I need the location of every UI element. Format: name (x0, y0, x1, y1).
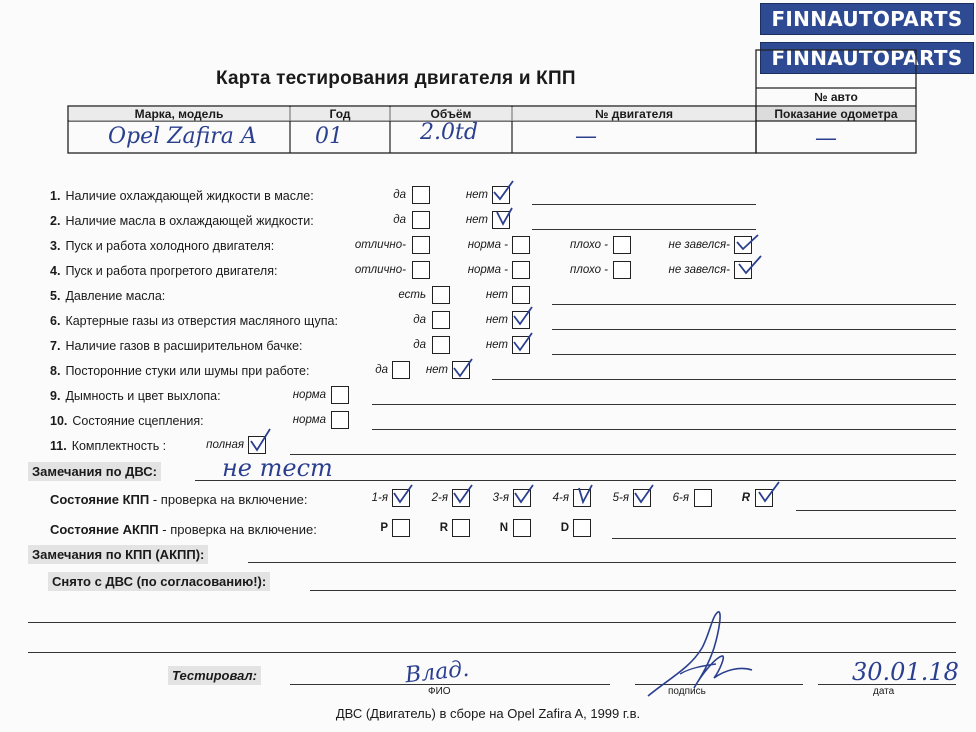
item-8-opt-yes: да (375, 364, 388, 376)
item-1-label: 1. Наличие охлаждающей жидкости в масле: (50, 189, 314, 203)
mode-r-checkbox[interactable] (452, 519, 470, 537)
item-5-checkbox-yes[interactable] (432, 286, 450, 304)
item-6-checkbox-yes[interactable] (432, 311, 450, 329)
name-caption: ФИО (428, 686, 451, 697)
item-8-checkbox-yes[interactable] (392, 361, 410, 379)
gear-r-check-mark-icon (757, 480, 781, 502)
item-2-check-mark-icon (494, 206, 518, 228)
header-brand-model: Марка, модель (134, 107, 224, 121)
item-6-opt-yes: да (413, 314, 426, 326)
signature-caption: подпись (668, 686, 706, 697)
item-11-label: 11. Комплектность : (50, 439, 167, 453)
item-2-note-line (532, 229, 756, 230)
item-6-label: 6. Картерные газы из отверстия масляного щупа: (50, 314, 338, 328)
item-9-label: 9. Дымность и цвет выхлопа: (50, 389, 221, 403)
item-5-opt-no: нет (485, 289, 508, 301)
item-7-opt-yes: да (413, 339, 426, 351)
item-7-checkbox-yes[interactable] (432, 336, 450, 354)
removed-line-2 (28, 622, 956, 623)
remarks-engine-line (195, 480, 956, 481)
gear-1-label: 1-я (371, 492, 388, 504)
gear-5-label: 5-я (612, 492, 629, 504)
item-4-label: 4. Пуск и работа прогретого двигателя: (50, 264, 278, 278)
gear-r-label: R (741, 492, 750, 504)
item-10-note-line (372, 429, 956, 430)
item-3-label: 3. Пуск и работа холодного двигателя: (50, 239, 275, 253)
item-7-note-line (552, 354, 956, 355)
item-4-opt-normal: норма - (467, 264, 508, 276)
gear-2-label: 2-я (431, 492, 448, 504)
value-volume: 2.0td (420, 120, 478, 145)
item-5-opt-yes: есть (398, 289, 426, 301)
item-10-checkbox-normal[interactable] (331, 411, 349, 429)
item-5-note-line (552, 304, 956, 305)
watermark-top: FINNAUTOPARTS (760, 3, 974, 35)
signature-scribble (640, 608, 760, 703)
item-11-check-mark-icon (249, 428, 273, 450)
item-8-check-mark-icon (452, 356, 476, 378)
mode-n-label: N (499, 522, 508, 534)
remarks-engine-label: Замечания по ДВС: (28, 462, 161, 481)
item-10-opt-normal: норма (292, 414, 326, 426)
mode-p-label: P (380, 522, 388, 534)
item-8-label: 8. Посторонние стуки или шумы при работе: (50, 364, 310, 378)
gearbox-manual-line (796, 510, 956, 511)
item-2-opt-yes: да (393, 214, 406, 226)
item-4-opt-bad: плохо - (570, 264, 608, 276)
item-1-check-mark-icon (492, 180, 516, 202)
form-title: Карта тестирования двигателя и КПП (216, 68, 576, 89)
item-9-note-line (372, 404, 956, 405)
header-engine-no: № двигателя (595, 107, 673, 121)
header-odometer: Показание одометра (774, 107, 898, 121)
item-9-checkbox-normal[interactable] (331, 386, 349, 404)
gear-3-check-mark-icon (513, 483, 537, 505)
gear-6-label: 6-я (672, 492, 689, 504)
item-3-opt-bad: плохо - (570, 239, 608, 251)
item-1-note-line (532, 204, 756, 205)
image-caption: ДВС (Двигатель) в сборе на Opel Zafira A, 1999 г.в. (335, 706, 641, 721)
item-7-check-mark-icon (512, 330, 536, 352)
item-8-note-line (492, 379, 956, 380)
item-4-checkbox-normal[interactable] (512, 261, 530, 279)
item-6-check-mark-icon (512, 304, 536, 326)
removed-line-1 (310, 590, 956, 591)
item-3-checkbox-bad[interactable] (613, 236, 631, 254)
item-10-label: 10. Состояние сцепления: (50, 414, 204, 428)
item-3-check-mark-icon (736, 232, 760, 254)
item-4-check-mark-icon (738, 252, 762, 274)
item-5-checkbox-no[interactable] (512, 286, 530, 304)
removed-label: Снято с ДВС (по согласованию!): (48, 572, 270, 591)
header-volume: Объём (430, 107, 472, 121)
item-4-opt-excellent: отлично- (354, 264, 406, 276)
removed-line-3 (28, 652, 956, 653)
item-9-opt-normal: норма (292, 389, 326, 401)
gear-6-checkbox[interactable] (694, 489, 712, 507)
remarks-gearbox-line (248, 562, 956, 563)
gearbox-auto-label: Состояние АКПП - проверка на включение: (50, 522, 317, 537)
item-8-opt-no: нет (425, 364, 448, 376)
gear-5-check-mark-icon (633, 483, 657, 505)
item-4-checkbox-excellent[interactable] (412, 261, 430, 279)
tested-by-label: Тестировал: (168, 666, 261, 685)
item-7-label: 7. Наличие газов в расширительном бачке: (50, 339, 303, 353)
item-7-opt-no: нет (485, 339, 508, 351)
item-5-label: 5. Давление масла: (50, 289, 166, 303)
item-3-opt-excellent: отлично- (354, 239, 406, 251)
remarks-engine-value: не тест (222, 454, 333, 482)
mode-r-label: R (439, 522, 448, 534)
header-year: Год (329, 107, 351, 121)
item-2-checkbox-yes[interactable] (412, 211, 430, 229)
item-4-opt-not-started: не завелся- (668, 264, 730, 276)
value-engine-no: — (575, 124, 597, 149)
value-odometer: — (815, 126, 837, 151)
mode-n-checkbox[interactable] (513, 519, 531, 537)
gear-4-label: 4-я (552, 492, 569, 504)
mode-d-label: D (560, 522, 569, 534)
item-2-label: 2. Наличие масла в охлаждающей жидкости: (50, 214, 314, 228)
date-caption: дата (873, 686, 895, 697)
item-2-opt-no: нет (465, 214, 488, 226)
item-11-note-line (290, 454, 956, 455)
item-3-opt-normal: норма - (467, 239, 508, 251)
mode-p-checkbox[interactable] (392, 519, 410, 537)
remarks-gearbox-label: Замечания по КПП (АКПП): (28, 545, 208, 564)
value-brand-model: Opel Zafira A (108, 124, 257, 149)
gearbox-manual-label: Состояние КПП - проверка на включение: (50, 492, 308, 507)
gearbox-auto-line (612, 538, 956, 539)
date-value: 30.01.18 (852, 658, 959, 686)
gear-4-check-mark-icon (574, 482, 598, 504)
watermark-bottom: FINNAUTOPARTS (760, 42, 974, 74)
mode-d-checkbox[interactable] (573, 519, 591, 537)
item-1-checkbox-yes[interactable] (412, 186, 430, 204)
item-3-opt-not-started: не завелся- (668, 239, 730, 251)
item-1-opt-no: нет (465, 189, 488, 201)
item-3-checkbox-normal[interactable] (512, 236, 530, 254)
gear-1-check-mark-icon (392, 483, 416, 505)
name-value: Влад. (403, 656, 471, 689)
value-year: 01 (315, 124, 343, 149)
gear-2-check-mark-icon (452, 483, 476, 505)
item-3-checkbox-excellent[interactable] (412, 236, 430, 254)
gear-3-label: 3-я (492, 492, 509, 504)
item-11-opt-complete: полная (206, 439, 244, 451)
item-1-opt-yes: да (393, 189, 406, 201)
item-4-checkbox-bad[interactable] (613, 261, 631, 279)
item-6-note-line (552, 329, 956, 330)
name-line (290, 684, 610, 685)
header-auto-no: № авто (814, 90, 858, 104)
item-6-opt-no: нет (485, 314, 508, 326)
